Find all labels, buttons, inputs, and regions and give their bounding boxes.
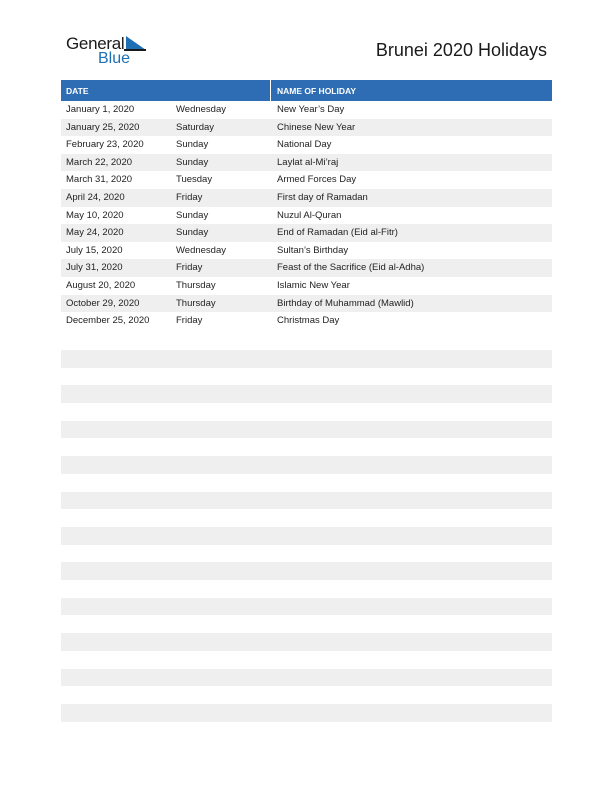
cell-holiday-name: Laylat al-Mi’raj <box>277 156 339 168</box>
cell-date: April 24, 2020 <box>66 191 125 203</box>
cell-day: Thursday <box>176 297 216 309</box>
cell-date: January 1, 2020 <box>66 104 135 115</box>
logo-word-blue: Blue <box>98 50 131 67</box>
cell-date: July 31, 2020 <box>66 262 123 274</box>
table-header <box>61 80 552 101</box>
cell-holiday-name: Nuzul Al-Quran <box>277 209 342 221</box>
table-row <box>61 154 552 172</box>
logo-word-general: General <box>66 34 125 53</box>
cell-holiday-name: End of Ramadan (Eid al-Fitr) <box>277 227 398 239</box>
cell-day: Wednesday <box>176 104 226 115</box>
cell-date: May 24, 2020 <box>66 227 124 239</box>
table-row <box>61 136 552 154</box>
cell-day: Saturday <box>176 121 215 133</box>
table-row <box>61 259 552 277</box>
cell-holiday-name: First day of Ramadan <box>277 191 368 203</box>
cell-date: August 20, 2020 <box>66 279 136 291</box>
table-row <box>61 189 552 207</box>
cell-date: January 25, 2020 <box>66 121 140 133</box>
cell-holiday-name: Birthday of Muhammad (Mawlid) <box>277 297 414 309</box>
table-row <box>61 277 552 295</box>
table-row <box>61 101 552 119</box>
cell-date: July 15, 2020 <box>66 244 123 256</box>
empty-stripe-row <box>61 633 552 651</box>
cell-date: October 29, 2020 <box>66 297 140 309</box>
cell-date: December 25, 2020 <box>66 315 150 327</box>
cell-holiday-name: Christmas Day <box>277 315 340 327</box>
empty-stripe-row <box>61 350 552 368</box>
cell-day: Sunday <box>176 139 209 151</box>
generalblue-logo <box>66 34 156 70</box>
cell-day: Friday <box>176 191 203 203</box>
table-body <box>61 101 552 330</box>
header-divider <box>270 80 271 101</box>
cell-day: Sunday <box>176 227 209 239</box>
cell-date: March 22, 2020 <box>66 156 133 168</box>
cell-holiday-name: Armed Forces Day <box>277 174 357 186</box>
cell-holiday-name: Chinese New Year <box>277 121 356 133</box>
table-row <box>61 119 552 137</box>
empty-stripe-row <box>61 704 552 722</box>
cell-day: Sunday <box>176 209 209 221</box>
holiday-table <box>61 80 552 330</box>
table-row <box>61 242 552 260</box>
cell-day: Wednesday <box>176 244 226 256</box>
empty-stripe-row <box>61 456 552 474</box>
table-row <box>61 295 552 313</box>
cell-day: Friday <box>176 262 203 274</box>
empty-stripe-row <box>61 598 552 616</box>
page-title: Brunei 2020 Holidays <box>375 40 547 60</box>
empty-stripe-row <box>61 385 552 403</box>
cell-day: Friday <box>176 315 203 327</box>
cell-holiday-name: National Day <box>277 139 332 151</box>
empty-stripe-row <box>61 562 552 580</box>
table-row <box>61 171 552 189</box>
cell-holiday-name: Sultan’s Birthday <box>277 244 349 256</box>
cell-date: May 10, 2020 <box>66 209 124 221</box>
table-row <box>61 224 552 242</box>
empty-stripe-row <box>61 492 552 510</box>
table-row <box>61 207 552 225</box>
cell-date: February 23, 2020 <box>66 139 144 151</box>
cell-day: Sunday <box>176 156 209 168</box>
cell-date: March 31, 2020 <box>66 174 133 186</box>
cell-day: Thursday <box>176 279 216 291</box>
cell-holiday-name: Islamic New Year <box>277 279 350 291</box>
table-row <box>61 312 552 330</box>
cell-holiday-name: New Year’s Day <box>277 104 345 115</box>
empty-stripe-row <box>61 421 552 439</box>
cell-holiday-name: Feast of the Sacrifice (Eid al-Adha) <box>277 262 425 274</box>
cell-day: Tuesday <box>176 174 213 186</box>
header-holiday-name: NAME OF HOLIDAY <box>277 86 357 96</box>
empty-stripe-row <box>61 669 552 687</box>
header-date: DATE <box>66 86 89 96</box>
empty-stripe-row <box>61 527 552 545</box>
